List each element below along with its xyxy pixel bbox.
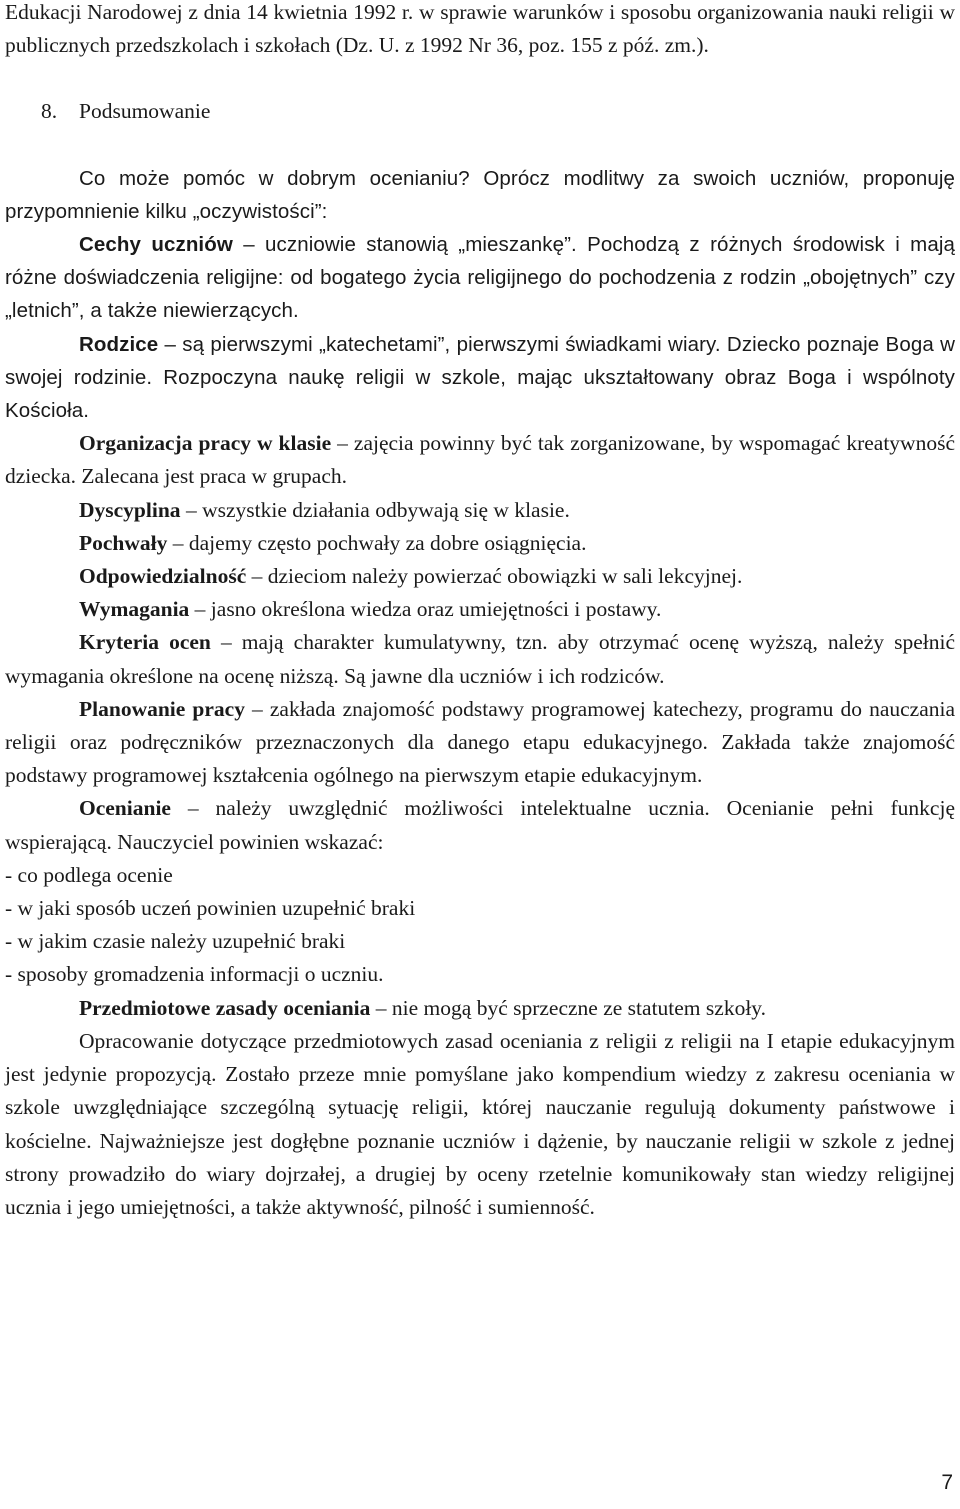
paragraph-organizacja <box>5 427 955 493</box>
text-pochwaly: – dajemy często pochwały za dobre osiągnięcia. <box>167 530 587 555</box>
text-przedmiotowe: – nie mogą być sprzeczne ze statutem szkoły. <box>370 995 767 1020</box>
text-planowanie: – zakłada znajomość podstawy programowej katechezy, programu do nauczania religii oraz podręczników przeznaczonych dla danego etapu edukacyjnego. Zakłada także znajomość podstawy programowej kształcenia ogólnego na pierwszym etapie edukacyjnym. <box>5 696 956 788</box>
list-item: - co podlega ocenie <box>5 862 173 887</box>
paragraph-kryteria <box>5 626 955 692</box>
paragraph-wymagania <box>5 593 955 626</box>
text-ocenianie: – należy uwzględnić możliwości intelektualne ucznia. Ocenianie pełni funkcję wspierającą. Nauczyciel powinien wskazać: <box>5 796 955 854</box>
term-cechy: Cechy uczniów <box>79 233 233 257</box>
paragraph-przedmiotowe <box>5 992 955 1025</box>
term-planowanie: Planowanie pracy <box>79 696 245 721</box>
paragraph-cechy <box>5 228 955 328</box>
text-odpowiedzialnosc: – dzieciom należy powierzać obowiązki w sali lekcyjnej. <box>246 564 743 589</box>
page-number: 7 <box>941 1471 953 1494</box>
section-title: Podsumowanie <box>79 99 211 124</box>
paragraph-pochwaly <box>5 527 955 560</box>
term-ocenianie: Ocenianie <box>79 796 171 821</box>
paragraph-ocenianie <box>5 792 955 858</box>
list-item: - w jaki sposób uczeń powinien uzupełnić braki <box>5 896 416 921</box>
text-dyscyplina: – wszystkie działania odbywają się w klasie. <box>180 497 570 522</box>
term-rodzice: Rodzice <box>79 332 159 356</box>
text-kryteria: – mają charakter kumulatywny, tzn. aby otrzymać ocenę wyższą, należy spełnić wymagania określone na ocenę niższą. Są jawne dla uczniów i ich rodziców. <box>5 630 955 688</box>
term-dyscyplina: Dyscyplina <box>79 497 181 522</box>
paragraph-planowanie <box>5 693 955 793</box>
intro-paragraph: Edukacji Narodowej z dnia 14 kwietnia 1992 r. w sprawie warunków i sposobu organizowania nauki religii w publicznych przedszkolach i szkołach (Dz. U. z 1992 Nr 36, poz. 155 z póź. zm.). <box>5 0 955 58</box>
paragraph-rodzice <box>5 328 955 428</box>
section-heading <box>41 95 955 128</box>
document-page <box>5 0 955 1224</box>
term-pochwaly: Pochwały <box>79 530 168 555</box>
term-przedmiotowe: Przedmiotowe zasady oceniania <box>79 995 371 1020</box>
text-wymagania: – jasno określona wiedza oraz umiejętności i postawy. <box>189 597 662 622</box>
term-kryteria: Kryteria ocen <box>79 630 211 655</box>
section-number: 8. <box>41 99 58 124</box>
term-organizacja: Organizacja pracy w klasie <box>79 431 332 456</box>
list-item: - w jakim czasie należy uzupełnić braki <box>5 929 346 954</box>
paragraph-odpowiedzialnosc <box>5 560 955 593</box>
text-rodzice: – są pierwszymi „katechetami”, pierwszymi świadkami wiary. Dziecko poznaje Boga w swojej rodzinie. Rozpoczyna naukę religii w szkole, mając ukształtowany obraz Boga i wspólnoty Kościoła. <box>5 332 955 423</box>
text-organizacja: – zajęcia powinny być tak zorganizowane, by wspomagać kreatywność dziecka. Zalecana jest praca w grupach. <box>5 431 955 489</box>
closing-paragraph: Opracowanie dotyczące przedmiotowych zasad oceniania z religii z religii na I etapie edukacyjnym jest jedynie propozycją. Zostało przeze mnie pomyślane jako kompendium wiedzy z zakresu oceniania w szkole uwzględniające szczególną sytuację religii, której nauczanie regulują dokumenty państwowe i kościelne. Najważniejsze jest dogłębne poznanie uczniów i dążenie, by nauczanie religii w szkole z jednej strony prowadziło do wiary dojrzałej, a drugiej by oceny rzetelnie komunikowały stan wiedzy religijnej ucznia i jego umiejętności, a także aktywność, pilność i sumienność. <box>5 1028 955 1219</box>
term-odpowiedzialnosc: Odpowiedzialność <box>79 564 247 589</box>
opening-paragraph: Co może pomóc w dobrym ocenianiu? Oprócz modlitwy za swoich uczniów, proponuję przypomnienie kilku „oczywistości”: <box>5 166 955 223</box>
list-item: - sposoby gromadzenia informacji o uczniu. <box>5 962 384 987</box>
paragraph-dyscyplina <box>5 494 955 527</box>
text-cechy: – uczniowie stanowią „mieszankę”. Pochodzą z różnych środowisk i mają różne doświadczenia religijne: od bogatego życia religijnego do pochodzenia z rodzin „obojętnych” czy „letnich”, a także niewierzących. <box>5 233 956 323</box>
term-wymagania: Wymagania <box>79 597 190 622</box>
